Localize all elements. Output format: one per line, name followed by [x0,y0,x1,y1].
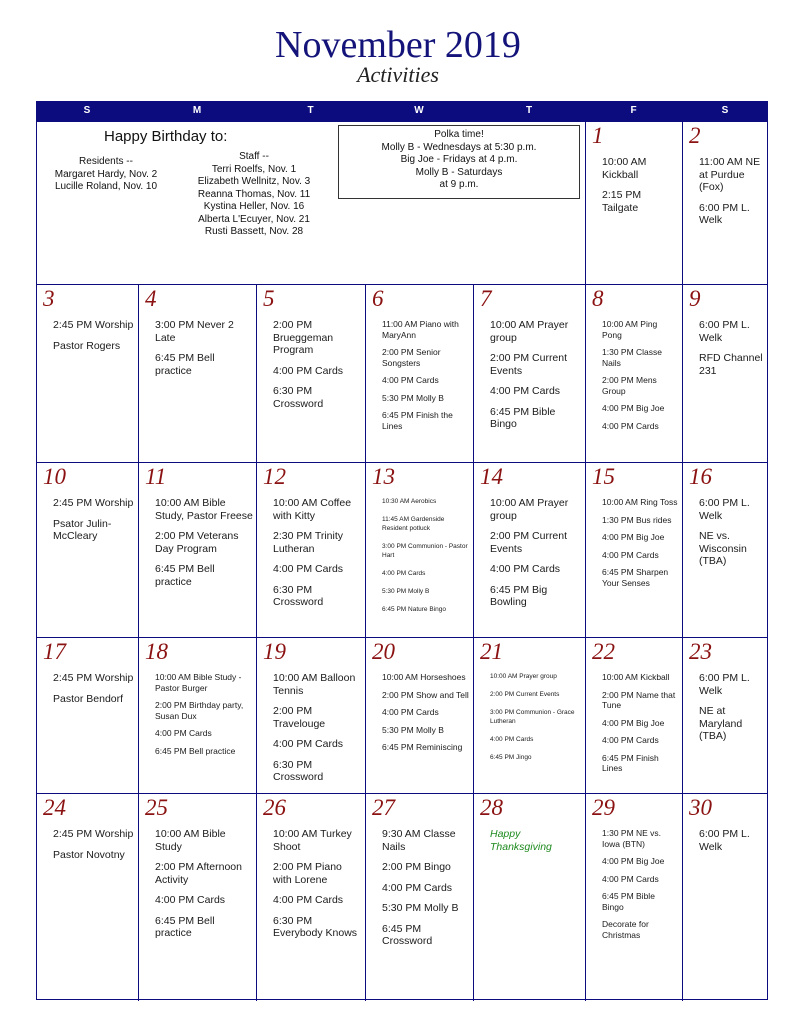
day-number: 22 [592,639,615,664]
day-number: 8 [592,286,604,311]
event-list [602,672,679,781]
event-item: 4:00 PM Cards [155,894,226,906]
event-item: 4:00 PM Cards [155,728,212,738]
birthday-resident-line: Margaret Hardy, Nov. 2 [54,168,158,180]
event-list [490,497,582,617]
day-cell-7 [474,285,586,463]
day-number: 11 [145,464,167,489]
event-item: 2:00 PM Birthday party, Susan Dux [155,700,244,721]
day-number: 13 [372,464,395,489]
day-number: 21 [480,639,503,664]
event-item: 2:00 PM Mens Group [602,375,657,396]
event-item: 2:15 PM Tailgate [602,189,642,214]
event-item: 6:45 PM Finish Lines [602,752,659,773]
event-list [382,319,470,438]
event-item: 10:00 AM Prayer group [490,497,569,522]
event-item: 4:00 PM Cards [490,385,561,397]
day-number: 14 [480,464,503,489]
event-item: 2:00 PM Current Events [490,352,568,377]
event-item: Happy Thanksgiving [490,828,552,853]
event-item: 10:00 AM Prayer group [490,673,557,680]
event-list [699,497,765,576]
day-number: 30 [689,795,712,820]
day-of-week-label: M [192,105,202,116]
event-list [155,828,253,948]
day-of-week-label: W [414,105,424,116]
event-item: 6:00 PM L. Welk [699,319,750,344]
event-item: 6:45 PM Sharpen Your Senses [602,567,669,588]
event-item: 10:00 AM Prayer group [490,319,569,344]
birthday-staff [186,151,322,239]
event-item: 4:00 PM Big Joe [602,532,665,542]
day-cell-22 [586,638,683,794]
day-cell-19 [257,638,366,794]
day-number: 24 [43,795,66,820]
day-number: 23 [689,639,712,664]
event-item: 10:00 AM Balloon Tennis [273,672,356,697]
day-cell-11 [139,463,257,638]
day-number: 29 [592,795,615,820]
event-item: Pastor Bendorf [53,692,124,705]
birthday-staff-line: Terri Roelfs, Nov. 1 [211,163,297,175]
day-cell-12 [257,463,366,638]
event-item: 3:00 PM Never 2 Late [155,319,234,344]
event-item: 10:00 AM Horseshoes [382,672,466,682]
event-item: 2:45 PM Worship [53,497,134,509]
event-list [602,497,679,595]
event-item: 4:00 PM Cards [382,375,439,385]
day-cell-18 [139,638,257,794]
day-number: 15 [592,464,615,489]
day-cell-13 [366,463,474,638]
day-number: 18 [145,639,168,664]
event-item: 5:30 PM Molly B [382,902,459,914]
day-number: 19 [263,639,286,664]
event-item: 5:30 PM Molly B [382,724,444,735]
event-item: 10:00 AM Kickball [602,672,670,682]
event-item: 2:00 PM Brueggeman Program [273,319,334,356]
day-number: 12 [263,464,286,489]
event-item: Decorate for Christmas [602,919,649,940]
event-item: 4:00 PM Cards [490,563,561,575]
event-list [490,319,582,439]
event-item: 2:00 PM Bingo [382,861,451,873]
event-item: 2:00 PM Afternoon Activity [155,861,242,886]
event-list [699,156,765,235]
event-item: 4:00 PM Cards [602,549,659,560]
event-item: 6:45 PM Bible Bingo [602,891,655,912]
event-item: 9:30 AM Classe Nails [382,828,456,853]
event-list [155,497,253,596]
event-list [490,672,582,771]
event-item: NE at Maryland (TBA) [699,705,743,742]
day-cell-29 [586,794,683,1001]
event-item: 2:45 PM Worship [53,319,134,331]
event-item: 4:00 PM Big Joe [602,717,665,728]
day-cell-10 [37,463,139,638]
event-item: 2:00 PM Name that Tune [602,689,676,710]
event-list [273,828,362,948]
day-cell-20 [366,638,474,794]
event-item: 5:30 PM Molly B [382,392,444,403]
birthday-title: Happy Birthday to: [104,128,228,145]
event-item: 1:30 PM NE vs. Iowa (BTN) [602,828,662,849]
event-item: 6:45 PM Big Bowling [490,583,548,608]
birthday-staff-line: Alberta L'Ecuyer, Nov. 21 [198,213,310,225]
event-item: 4:00 PM Cards [382,570,426,577]
event-item: 2:00 PM Piano with Lorene [273,861,342,886]
event-item: 10:00 AM Coffee with Kitty [273,497,352,522]
event-item: 6:00 PM L. Welk [699,497,750,522]
day-number: 4 [145,286,157,311]
event-list [273,319,362,418]
birthday-staff-line: Reanna Thomas, Nov. 11 [197,188,311,200]
day-of-week-label: S [721,105,729,116]
event-item: 4:00 PM Cards [382,881,453,894]
day-cell-15 [586,463,683,638]
birthday-staff-line: Kystina Heller, Nov. 16 [203,201,305,212]
event-item: 10:30 AM Aerobics [382,498,437,505]
day-cell-3 [37,285,139,463]
event-item: 2:00 PM Current Events [490,691,560,698]
event-item: 6:30 PM Crossword [273,758,324,783]
day-number: 27 [372,795,395,820]
day-of-week-header [36,101,768,121]
day-cell-17 [37,638,139,794]
event-list [699,828,765,861]
event-item: 11:00 AM Piano with MaryAnn [382,319,459,340]
event-item: 6:45 PM Bell practice [155,563,215,588]
birthday-resident-line: Lucille Roland, Nov. 10 [54,181,158,192]
event-list [273,497,362,617]
event-item: 3:00 PM Communion - Grace Lutheran [490,709,575,725]
event-list [699,319,765,385]
event-item: 6:45 PM Jingo [490,754,532,761]
day-cell-8 [586,285,683,463]
event-item: 6:00 PM L. Welk [699,672,750,697]
day-number: 26 [263,795,286,820]
event-item: 1:30 PM Classe Nails [602,347,662,368]
event-list [273,672,362,792]
event-item: 10:00 AM Bible Study [155,828,226,853]
event-item: 4:00 PM Cards [490,736,534,743]
birthday-staff-line: Elizabeth Wellnitz, Nov. 3 [197,176,311,187]
event-list [382,828,470,956]
event-item: 1:30 PM Bus rides [602,514,672,525]
event-list [53,319,135,360]
day-cell-30 [683,794,769,1001]
day-number: 7 [480,286,492,311]
day-number: 2 [689,123,701,148]
event-list [53,672,135,713]
day-number: 3 [43,286,55,311]
day-number: 5 [263,286,275,311]
event-item: 10:00 AM Ring Toss [602,497,678,507]
event-item: 6:30 PM Crossword [273,583,324,608]
event-item: Pastor Novotny [53,848,125,861]
polka-line: Molly B - Saturdays [415,166,503,178]
polka-line: at 9 p.m. [439,179,479,190]
day-number: 16 [689,464,712,489]
event-item: 6:45 PM Bell practice [155,352,215,377]
day-cell-5 [257,285,366,463]
event-item: 10:00 AM Bible Study, Pastor Freese [155,497,253,522]
day-number: 25 [145,795,168,820]
day-number: 20 [372,639,395,664]
event-item: 2:00 PM Travelouge [273,705,326,730]
day-number: 17 [43,639,66,664]
event-item: 4:00 PM Cards [602,420,659,431]
event-item: Pastor Rogers [53,339,121,352]
event-item: 4:00 PM Cards [273,738,344,750]
event-list [490,828,582,861]
day-cell-28 [474,794,586,1001]
event-item: 6:45 PM Nature Bingo [382,606,446,613]
event-list [602,156,679,222]
event-item: 2:00 PM Current Events [490,530,568,555]
event-item: 6:45 PM Finish the Lines [382,410,453,431]
event-item: 2:30 PM Trinity Lutheran [273,530,344,555]
event-item: 4:00 PM Cards [382,707,439,717]
event-item: NE vs. Wisconsin (TBA) [699,530,747,567]
event-item: 5:30 PM Molly B [382,588,430,595]
event-list [53,497,135,551]
event-item: Psator Julin-McCleary [53,517,112,542]
event-item: 6:45 PM Crossword [382,922,433,947]
event-item: 6:45 PM Bell practice [155,914,215,939]
event-item: 4:00 PM Cards [602,735,659,745]
event-item: 6:00 PM L. Welk [699,828,750,853]
calendar-grid [36,121,768,1000]
event-item: 6:30 PM Everybody Knows [273,914,358,939]
event-item: 4:00 PM Big Joe [602,856,665,866]
day-cell-23 [683,638,769,794]
event-item: 4:00 PM Cards [273,364,344,377]
event-item: 6:00 PM L. Welk [699,201,750,226]
day-cell-16 [683,463,769,638]
event-item: 2:00 PM Show and Tell [382,689,469,700]
event-item: 6:45 PM Bible Bingo [490,405,556,430]
event-item: 2:45 PM Worship [53,672,134,684]
event-item: 4:00 PM Cards [273,563,344,575]
polka-line: Molly B - Wednesdays at 5:30 p.m. [381,141,537,153]
day-number: 6 [372,286,384,311]
day-cell-24 [37,794,139,1001]
day-cell-1 [586,122,683,285]
day-cell-27 [366,794,474,1001]
day-number: 28 [480,795,503,820]
event-item: 10:00 AM Turkey Shoot [273,828,352,853]
event-item: 10:00 AM Kickball [602,156,647,181]
event-list [382,672,470,760]
event-item: 10:00 AM Ping Pong [602,319,658,340]
event-item: 6:30 PM Crossword [273,385,324,410]
polka-line: Polka time! [434,129,484,140]
birthday-residents [52,156,160,194]
birthday-staff-line: Staff -- [239,151,269,162]
event-item: 4:00 PM Big Joe [602,403,665,413]
event-item: 4:00 PM Cards [273,894,344,906]
day-cell-25 [139,794,257,1001]
event-list [602,319,679,438]
day-cell-6 [366,285,474,463]
day-number: 10 [43,464,66,489]
event-item: 3:00 PM Communion - Pastor Hart [382,543,468,559]
event-list [53,828,135,869]
polka-notice [338,125,580,199]
day-of-week-label: T [307,105,314,116]
event-list [699,672,765,751]
day-cell-9 [683,285,769,463]
calendar-subtitle: Activities [357,62,439,87]
event-item: 2:45 PM Worship [53,828,134,840]
day-cell-26 [257,794,366,1001]
day-cell-21 [474,638,586,794]
birthday-staff-line: Rusti Bassett, Nov. 28 [204,226,304,237]
day-cell-4 [139,285,257,463]
calendar-title: November 2019 [275,24,521,66]
day-cell-14 [474,463,586,638]
day-of-week-label: T [525,105,533,116]
event-list [602,828,679,947]
event-item: 4:00 PM Cards [602,873,659,884]
event-list [155,319,253,385]
day-cell-2 [683,122,769,285]
event-item: 11:00 AM NE at Purdue (Fox) [699,156,761,193]
event-list [155,672,253,763]
day-number: 9 [689,286,701,311]
polka-line: Big Joe - Fridays at 4 p.m. [400,154,518,165]
event-item: 11:45 AM Gardenside Resident potluck [382,516,445,532]
event-item: 6:45 PM Bell practice [155,745,236,756]
day-of-week-label: F [630,105,637,116]
event-item: 2:00 PM Veterans Day Program [155,530,239,555]
birthday-resident-line: Residents -- [79,156,133,167]
day-number: 1 [592,123,604,148]
event-item: RFD Channel 231 [699,352,763,377]
event-item: 2:00 PM Senior Songsters [382,347,441,368]
day-of-week-label: S [83,105,91,116]
event-list [382,497,470,623]
event-item: 6:45 PM Reminiscing [382,742,463,752]
event-item: 10:00 AM Bible Study - Pastor Burger [155,672,242,693]
